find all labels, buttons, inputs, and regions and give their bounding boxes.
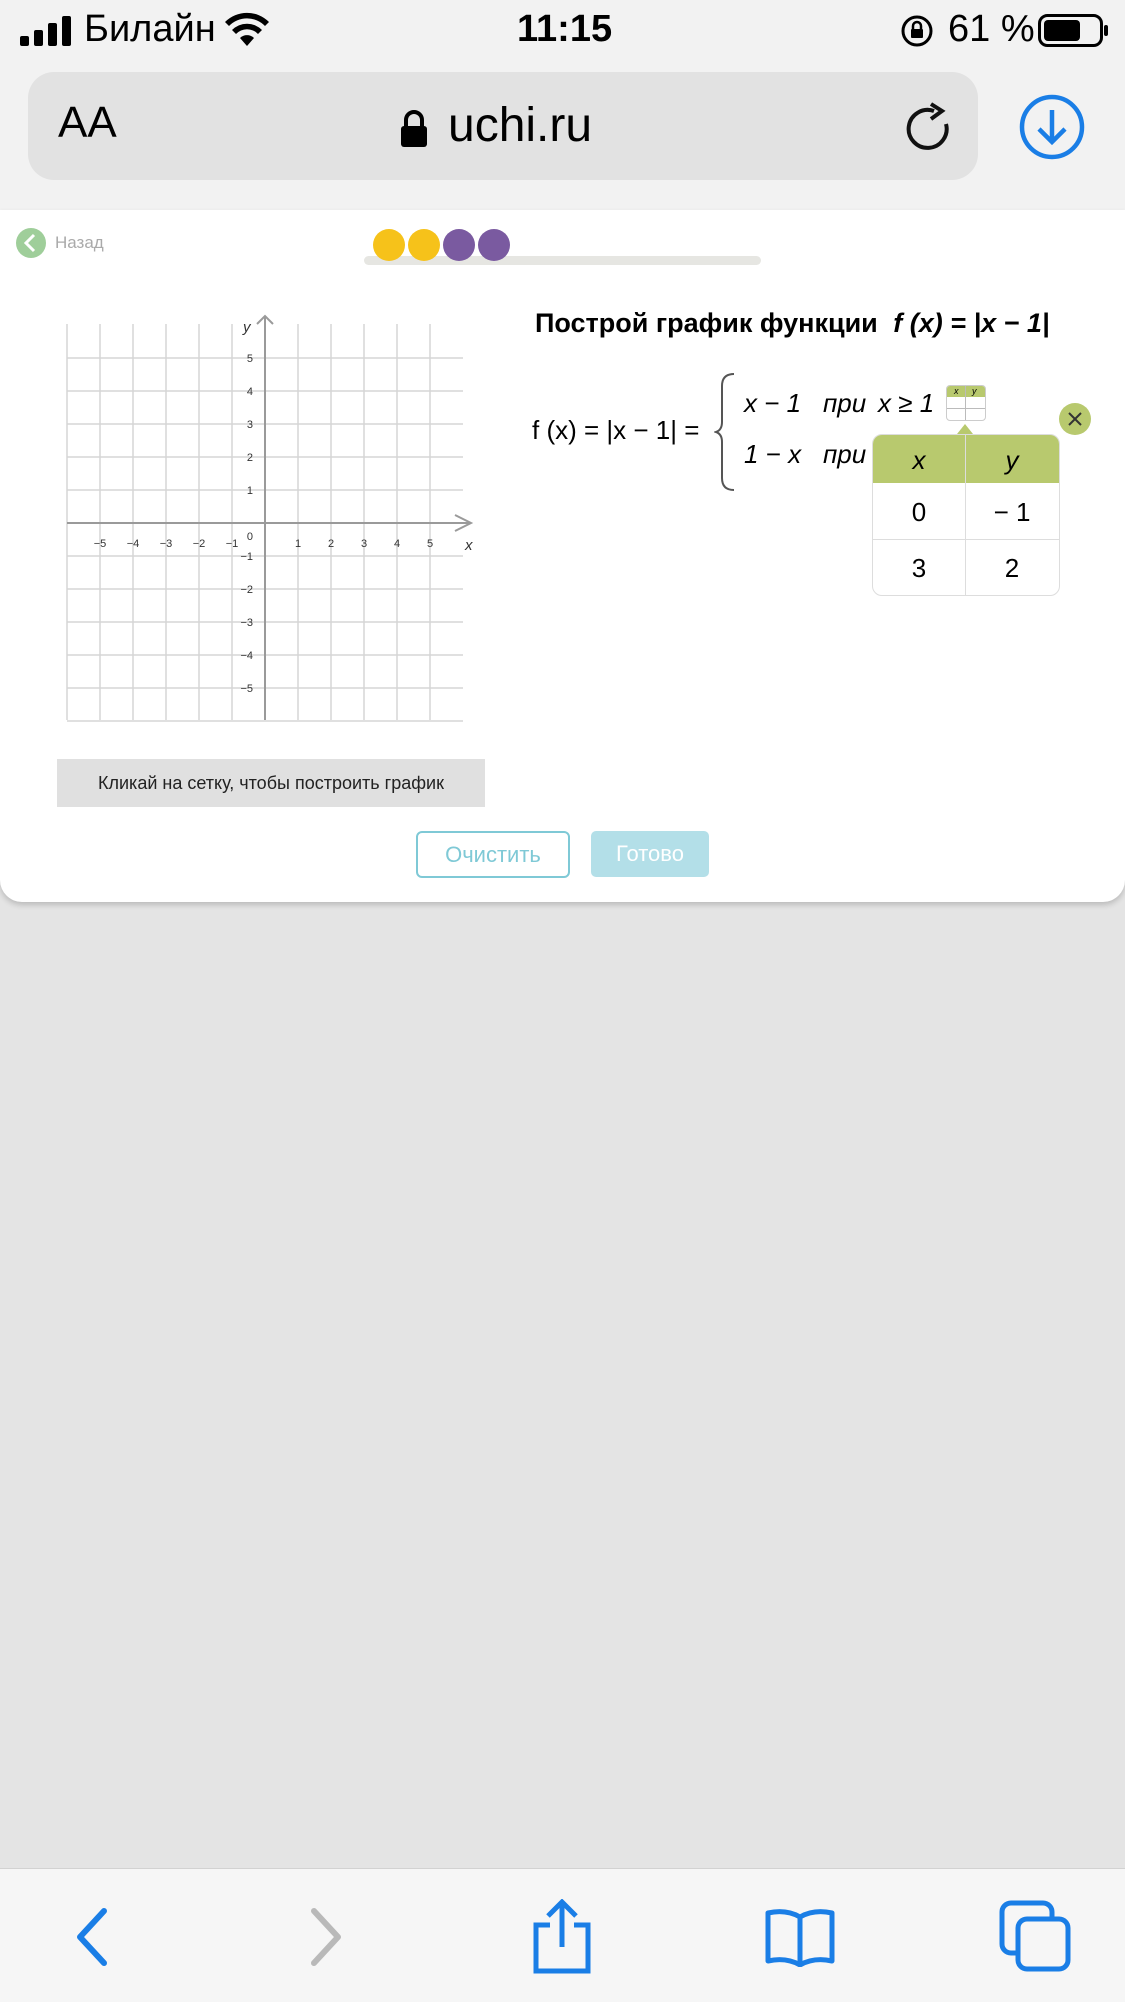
signal-icon [20,16,76,46]
reload-icon[interactable] [902,102,956,161]
clock: 11:15 [517,8,613,50]
progress-dot [478,229,510,261]
back-button[interactable] [15,227,115,259]
cell-x[interactable]: 3 [911,553,927,583]
x-tick-label: 3 [360,538,368,550]
y-tick-label: −2 [240,584,253,596]
case2-condition-word: при [823,439,867,469]
cell-x[interactable]: 0 [911,497,927,527]
download-icon[interactable] [1019,94,1085,165]
header-x: x [912,445,926,475]
clear-button[interactable]: Очистить [416,831,570,878]
progress-dot [408,229,440,261]
battery-percent: 61 % [948,8,1035,50]
tabs-icon[interactable] [998,1899,1072,1978]
y-tick-label: −3 [240,617,253,629]
origin-label: 0 [246,531,253,543]
case2-expression: 1 − x [744,439,802,469]
coordinate-grid[interactable] [55,300,485,740]
back-nav-icon[interactable] [72,1907,112,1972]
url-text[interactable]: uchi.ru [448,99,593,152]
y-tick-label: 4 [246,386,253,398]
xy-table-icon[interactable] [946,385,986,421]
popup-pointer [957,424,973,434]
address-bar[interactable] [28,72,978,180]
battery-icon [1038,14,1110,53]
x-tick-label: 4 [393,538,401,550]
x-axis-label: x [465,537,473,554]
x-tick-label: −4 [126,538,140,550]
xy-icon-x: x [954,386,959,396]
cell-y[interactable]: − 1 [993,497,1031,527]
x-tick-label: −3 [159,538,173,550]
x-tick-label: 1 [294,538,302,550]
task-title-text: Построй график функции [535,308,878,338]
formula-lhs: f (x) = |x − 1| = [532,415,700,445]
text-size-button[interactable]: AA [58,98,117,147]
safari-bottom-bar [0,1868,1125,2002]
xy-table-header [873,435,1059,483]
close-table-icon[interactable] [1059,403,1091,440]
y-tick-label: 1 [246,485,253,497]
lock-icon [400,110,428,153]
back-arrow-icon [15,227,47,264]
back-label: Назад [55,233,104,252]
share-icon[interactable] [530,1899,594,1980]
formula-brace [714,372,738,497]
x-tick-label: −1 [225,538,239,550]
bookmarks-icon[interactable] [764,1907,836,1972]
progress-dot [373,229,405,261]
progress-dot [443,229,475,261]
y-tick-label: 5 [246,353,253,365]
wifi-icon [224,12,270,53]
y-tick-label: −1 [240,551,253,563]
case1-expression: x − 1 [744,388,802,418]
xy-icon-y: y [972,386,977,396]
task-title-formula: f (x) = |x − 1| [893,308,1050,338]
xy-value-table [872,434,1060,596]
orientation-lock-icon [900,14,934,53]
browser-toolbar [0,64,1125,211]
cell-y[interactable]: 2 [1004,553,1020,583]
row-divider [873,539,1059,540]
x-tick-label: −2 [192,538,206,550]
case1-condition: x ≥ 1 [878,388,935,418]
y-tick-label: 2 [246,452,253,464]
header-y: y [1005,445,1019,475]
y-tick-label: −4 [240,650,253,662]
y-tick-label: 3 [246,419,253,431]
y-axis-label: y [243,319,251,336]
x-tick-label: 2 [327,538,335,550]
status-bar [0,0,1125,64]
xy-icon-header [947,386,985,397]
done-button[interactable]: Готово [591,831,709,877]
x-tick-label: −5 [93,538,107,550]
x-tick-label: 5 [426,538,434,550]
carrier-label: Билайн [84,8,216,50]
case1-condition-word: при [823,388,867,418]
xy-icon-divider [965,386,966,420]
xy-icon-divider [947,408,985,409]
task-title [535,308,1049,339]
forward-nav-icon[interactable] [306,1907,346,1972]
hint-button[interactable]: Кликай на сетку, чтобы построить график [57,759,485,807]
y-tick-label: −5 [240,683,253,695]
